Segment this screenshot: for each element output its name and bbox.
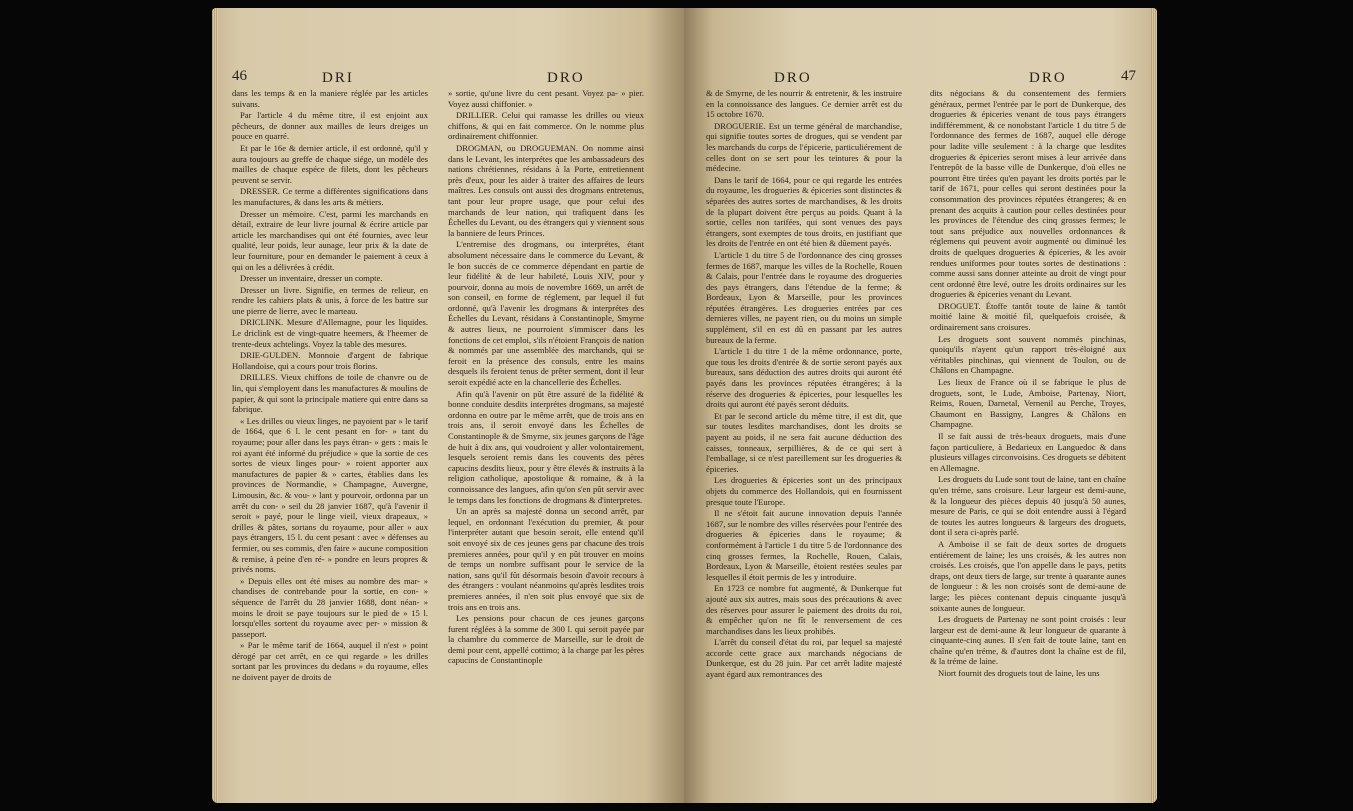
paragraph: Un an après sa majesté donna un second arrêt, par lequel, en ordonnant l'exécution du premier, & pour l'interpréter autant que besoin seroit, elle entend qu'il soit envoyé six de ces jeunes gens par chacune des trois premieres années, pour qu'il y en pût trouver en moins de temps un nombre suffisant pour le service de la nation, sans qu'il fût désormais besoin d'avoir recours à des étrangers : voulant néanmoins qu'après lesdites trois premieres années, il n'en soit plus envoyé que six de trois ans en trois ans. [448,506,644,612]
paragraph: Les droguets de Partenay ne sont point croisés : leur largeur est de demi-aune & leur longueur de quarante à cinquante-cinq aunes. Il s'en fait de toute laine, tant en chaîne qu'en tréme, & d'autres dont la chaîne est de fil, & la tréme de laine. [930,614,1126,667]
paragraph: Niort fournit des droguets tout de laine, les uns [938,668,1100,679]
paragraph: » Par le même tarif de 1664, auquel il n'est » point dérogé par cet arrêt, en ce qui regarde » les drilles sortant par les provinces du dedans » du royaume, elles ne doivent payer de droits de [232,640,428,683]
paragraph: Dresser un livre. Signifie, en termes de relieur, en rendre les cahiers plats & unis, à force de les battre sur une pierre de lierre, avec le marteau. [232,284,428,316]
paragraph: Dans le tarif de 1664, pour ce qui regarde les entrées du royaume, les drogueries & épiceries sont distinctes & séparées des autres sortes de marchandises, & les droits de la plupart doivent être perçus au poids. Quant à la sortie, celles non tarifées, qui sont venues des pays étrangers, sont exemptes de tous droits, en justifiant que les droits de l'entrée en ont été bien & dûement payés. [706,174,902,249]
paragraph: Il ne s'étoit fait aucune innovation depuis l'année 1687, sur le nombre des villes réservées pour l'entrée des drogueries & épiceries dans le royaume; & conformément à l'article 1 du titre 5 de l'ordonnance des cinq grosses fermes, la Rochelle, Rouen, Calais, Bordeaux, Lyon & Marseille, étoient restées seules par lesquelles il étoit permis de les y introduire. [706,508,902,582]
paragraph: En 1723 ce nombre fut augmenté, & Dunkerque fut ajouté aux six autres, mais sous des précautions & avec des réserves pour assurer le paiement des droits du roi, & empêcher qu'on ne fît le renversement de ces marchandises dans les lieux prohibés. [706,583,902,636]
paragraph: Les drogueries & épiceries sont un des principaux objets du commerce des Hollandois, qui en fournissent presque toute l'Europe. [706,475,902,507]
entry-drogman: DROGMAN, ou DROGUEMAN. On nomme ainsi dans le Levant, les interprétes que les ambassadeurs des nations chrétiennes, résidans à la Porte, entretiennent près d'eux, pour les aider à traiter des affaires de leurs maîtres. Les consuls ont aussi des drogmans entretenus, tant pour leur propre usage, que pour celui des marchands de leur nation, qui trafiquent dans les Échelles du Levant, ou des étrangers qui y viennent sous la banniere de leurs Princes. [448,142,644,238]
page-edge [1151,8,1157,803]
paragraph: Les pensions pour chacun de ces jeunes garçons furent réglées à la somme de 300 l. qui seroit payée par la chambre du commerce de Marseille, sur le droit de demi pour cent, appellé cottimo; à la charge par les pères capucins de Constantinople [448,613,644,666]
paragraph: L'entremise des drogmans, ou interprétes, étant absolument nécessaire dans le commerce du Levant, & le bon succès de ce commerce dépendant en partie de leur fidélité & de leur habileté, Louis XIV, pour y pourvoir, donna au mois de novembre 1669, un arrêt de son conseil, en forme de réglement, par lequel il fut ordonné, qu'à l'avenir les drogmans & interprétes des Échelles du Levant, résidans à Constantinople, Smyrne & autres lieux, ne pourroient s'immiscer dans les fonctions de cet emploi, s'ils n'étoient François de nation & nommés par une assemblée des marchands, qui se feroit en la présence des consuls, entre les mains desquels ils feroient tenus de prêter serment, dont il leur seroit expédié acte en la chancellerie des Échelles. [448,239,644,388]
paragraph: L'article 1 du titre 5 de l'ordonnance des cinq grosses fermes de 1687, marque les villes de la Rochelle, Rouen & Calais, pour l'entrée dans le royaume des drogueries des pays étrangers, dans l'étendue de la ferme; & Bordeaux, Lyon & Marseille, pour les provinces réputées étrangères. Les drogueries entrées par ces dernieres villes, ne payent rien, ou du moins un simple supplément, s'il en est dû en passant par les autres bureaux de la ferme. [706,249,902,345]
paragraph: Afin qu'à l'avenir on pût être assuré de la fidélité & bonne conduite desdits interprétes drogmans, sa majesté ordonna en outre par le même arrêt, que de trois ans en trois ans, il seroit envoyé dans les Échelles de Constantinople & de Smyrne, six jeunes garçons de l'âge de huit à dix ans, qui voudroient y aller volontairement, lesquels seroient remis dans les couvents des pères capucins desdits lieux, pour y être élevés & instruits à la religion catholique, apostolique & romaine, & à la connoissance des langues, afin qu'on s'en pût servir avec le temps dans les fonctions de drogmans & d'interpretes. [448,388,644,505]
right-page [684,8,1157,803]
running-head-right: DRO [547,70,585,86]
entry-droguet: DROGUET. Étoffe tantôt toute de laine & tantôt moitié laine & moitié fil, quelquefois croisée, & ordinairement sans croisures. [930,300,1126,333]
page-number: 46 [232,68,247,84]
paragraph: Dresser un inventaire, dresser un compte. [240,273,383,284]
page-number: 47 [1121,68,1136,84]
entry-droguerie: DROGUERIE. Est un terme général de marchandise, qui signifie toutes sortes de drogues, qui se vendent par les marchands du corps de l'épicerie, particuliérement de celles dont on se sert pour les teintures & pour la médecine. [706,120,902,174]
entry-drilles: DRILLES. Vieux chiffons de toile de chanvre ou de lin, qui s'employent dans les manufactures & moulins de papier, & qui sont la principale matiere qui entre dans sa fabrique. [232,372,428,415]
paragraph: Les droguets du Lude sont tout de laine, tant en chaîne qu'en tréme, sans croisure. Leur largeur est demi-aune, & la longueur des pièces depuis 40 jusqu'à 50 aunes, mesure de Paris, ce qui se doit entendre aussi à l'égard de toutes les autres longueurs & largeurs des droguets, dont il sera ci-après parlé. [930,474,1126,538]
left-page [212,8,684,803]
paragraph: L'arrêt du conseil d'état du roi, par lequel sa majesté accorde cette grace aux marchands négocians de Dunkerque, est du 28 juin. Par cet arrêt ladite majesté ayant égard aux remontrances des [706,637,902,680]
page-edge [212,8,218,803]
paragraph: « Les drilles ou vieux linges, ne payoient par » le tarif de 1664, que 6 l. le cent pesant en for- » tant du royaume; pour aller dans les pays étran- » gers : mais le roi ayant été informé du préjudice » que la sortie de ces sortes de vieux linges pour- » roient apporter aux manufactures de papier & » cartes, établies dans les provinces de Normandie, » Champagne, Auvergne, Limousin, &c. & vou- » lant y pourvoir, ordonna par un arrêt du con- » seil du 28 janvier 1687, qu'à l'avenir il seroit » payé, pour le linge vieil, vieux drapeaux, » drilles & pâtes, sortans du royaume, pour aller » aux pays étrangers, 15 l. du cent pesant : avec » défenses au fermier, ou ses commis, d'en faire » aucune composition & remise, à peine d'en ré- » pondre en leurs propres & privés noms. [232,415,428,575]
paragraph: dits négocians & du consentement des fermiers généraux, permet l'entrée par le port de Dunkerque, des drogueries & épiceries venant de tous pays étrangers indifféremment, & ce nonobstant l'article 1 du titre 5 de l'ordonnance des fermes de 1687, auquel elle déroge pour ladite ville seulement : à la charge que lesdites drogueries & épiceries seront mises à leur arrivée dans l'entrepôt de la basse ville de Dunkerque, d'où elles ne pourront être tirées qu'en payant les droits portés par le tarif de 1671, pour celles qui seront destinées pour la consommation des provinces réputées étrangeres; & en prenant des acquits à caution pour celles destinées pour les provinces de l'étendue des cinq grosses fermes; le tout sans préjudice aux nouvelles ordonnances & réglemens qui peuvent avoir augmenté ou diminué les droits de quelques drogueries & épiceries, & les avoir rendues uniformes pour toutes sortes de destinations : comme aussi sans donner atteinte au droit de vingt pour cent ordonné être levé, outre les droits ordinaires sur les drogueries & épiceries venant du Levant. [930,88,1126,300]
paragraph: Et par le second article du même titre, il est dit, que sur toutes lesdites marchandises, dont les droits se payent au poids, il ne sera fait aucune déduction des caisses, tonneaux, serpillières, & de ce qui sert à l'emballage, si ce n'est pareillement sur les drogueries & épiceries. [706,410,902,474]
paragraph: Et par le 16e & dernier article, il est ordonné, qu'il y aura toujours au greffe de chaque siége, un modèle des mailles de chaque espéce de filets, dont les pêcheurs peuvent se servir. [232,142,428,185]
entry-driclink: DRICLINK. Mesure d'Allemagne, pour les liquides. Le driclink est de vingt-quatre heemers, & l'heemer de trente-deux achtelings. Voyez la table des mesures. [232,317,428,349]
open-book-spread [212,8,1157,803]
running-head-left: DRI [322,70,354,86]
paragraph: Dresser un mémoire. C'est, parmi les marchands en détail, extraire de leur livre journal & écrire article par article les marchandises qui ont été fournies, avec leur qualité, leur poids, leur aunage, leur prix & la date de leur fourniture, pour en demander le paiement à ceux à qui on les a délivrées à crédit. [232,208,428,272]
paragraph: Les lieux de France où il se fabrique le plus de droguets, sont, le Lude, Amboise, Partenay, Niort, Reims, Rouen, Darnetal, Vernenil au Perche, Troyes, Chaumont en Bassigny, Langres & Châlons en Champagne. [930,377,1126,430]
running-head-right: DRO [1029,70,1067,86]
text-column-1 [706,88,902,681]
paragraph: Par l'article 4 du même titre, il est enjoint aux pêcheurs, de donner aux mailles de leurs dreiges un pouce en quarré. [232,110,428,142]
entry-drie-gulden: DRIE-GULDEN. Monnoie d'argent de fabrique Hollandoise, qui a cours pour trois florins. [232,350,428,371]
running-head-left: DRO [774,70,812,86]
paragraph: L'article 1 du titre 1 de la même ordonnance, porte, que tous les droits d'entrée & de sortie seront payés aux bureaux, sans déduction des autres droits qui auront été payés dans les provinces réputées étrangères; à la réserve des drogueries & épiceries, pour lesquelles les droits qui auront été payés seront déduits. [706,346,902,410]
paragraph: & de Smyrne, de les nourrir & entretenir, & les instruire en la connoissance des langues. Ce dernier arrêt est du 15 octobre 1670. [706,88,902,120]
text-column-2 [448,88,644,667]
entry-drillier: DRILLIER. Celui qui ramasse les drilles ou vieux chiffons, & qui en fait commerce. On le nomme plus ordinairement chiffonnier. [448,110,644,142]
paragraph: dans les temps & en la maniere réglée par les articles suivans. [232,88,428,109]
text-column-2 [930,88,1126,680]
entry-dresser: DRESSER. Ce terme a différentes significations dans les manufactures, & dans les arts & métiers. [232,186,428,207]
paragraph: » sortie, qu'une livre du cent pesant. Voyez pa- » pier. Voyez aussi chiffonier. » [448,88,644,109]
paragraph: » Depuis elles ont été mises au nombre des mar- » chandises de contrebande pour la sortie, en con- » séquence de l'arrêt du 28 janvier 1688, dont néan- » moins le droit se paye toujours sur le pied de » 15 l. lorsqu'elles sortent du royaume avec per- » mission & passeport. [232,575,428,639]
paragraph: Les droguets sont souvent nommés pinchinas, quoiqu'ils n'ayent qu'un rapport très-éloigné aux véritables pinchinas, qui viennent de Toulon, ou de Châlons en Champagne. [930,333,1126,376]
paragraph: A Amboise il se fait de deux sortes de droguets entiérement de laine; les uns croisés, & les autres non croisés. Les croisés, que l'on appelle dans le pays, petits draps, ont deux tiers de large, sur trente à quarante aunes de longueur : & les non croisés sont de demi-aune de large; les pièces contenant depuis cinquante jusqu'à soixante aunes de longueur. [930,538,1126,613]
text-column-1 [232,88,428,684]
paragraph: Il se fait aussi de très-beaux droguets, mais d'une façon particuliere, à Bedarieux en Languedoc & dans plusieurs villages circonvoisins. Ces droguets se débitent en Allemagne. [930,431,1126,473]
